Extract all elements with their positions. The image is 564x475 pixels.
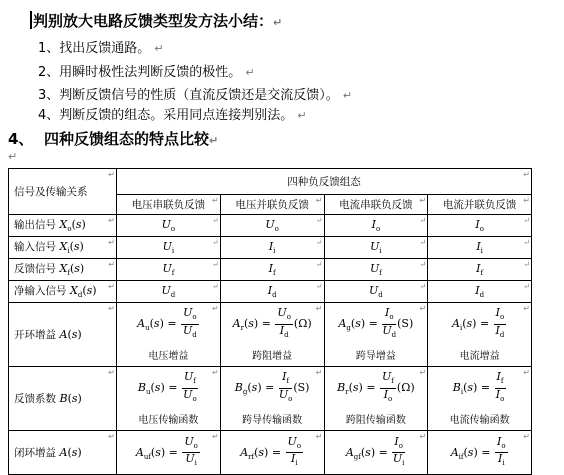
cell-mark: ↵	[523, 260, 530, 269]
symbol-subscript: i	[171, 247, 175, 256]
fraction-numerator	[494, 307, 507, 324]
fraction-numerator	[392, 436, 405, 453]
column-header: 电流串联负反馈 ↵	[324, 195, 428, 215]
row-label-subscript: i	[67, 247, 70, 256]
cell-mark: ↵	[212, 196, 219, 205]
cell-mark: ↵	[419, 238, 427, 247]
fraction	[392, 436, 405, 469]
symbol: $U_o$	[183, 387, 197, 403]
table-cell	[324, 237, 428, 259]
table-cell	[428, 259, 532, 281]
cell-mark: ↵	[212, 238, 219, 247]
cell-mark: ↵	[523, 196, 530, 205]
symbol: $U_o$	[278, 387, 293, 403]
row-label	[9, 237, 117, 259]
symbol-subscript: f	[391, 377, 394, 386]
symbol-subscript: i	[480, 247, 483, 256]
cell-mark: ↵	[108, 282, 115, 291]
fraction	[495, 371, 506, 404]
symbol-subscript: f	[500, 377, 504, 386]
symbol: $A_{gf}$	[345, 445, 361, 461]
row-label-text: 开环增益	[14, 329, 56, 341]
symbol-subscript: r	[345, 388, 349, 397]
cell-mark: ↵	[108, 260, 115, 269]
fraction-numerator	[279, 371, 293, 388]
fraction-numerator	[275, 307, 293, 324]
table-cell	[428, 237, 532, 259]
paragraph-mark: ↵	[154, 42, 164, 55]
fraction	[279, 371, 293, 404]
row-label-text: 反馈系数	[14, 393, 56, 405]
formula-unit: (Ω)	[396, 381, 415, 394]
symbol: $B_u$	[137, 381, 151, 397]
symbol: $I_o$	[383, 387, 393, 403]
symbol: $A_u$	[137, 317, 150, 333]
symbol-subscript: o	[192, 313, 197, 322]
table-cell	[428, 215, 532, 237]
summary-heading-text: 判别放大电路反馈类型发方法小结：	[33, 12, 274, 30]
formula-cell	[428, 367, 532, 431]
formula-box	[117, 307, 220, 340]
row-label-symbol: $X_f(s)$	[59, 262, 85, 278]
symbol-subscript: f	[286, 377, 290, 386]
row-label	[9, 303, 117, 367]
symbol-subscript: i	[460, 388, 464, 397]
symbol-subscript: uf	[143, 452, 151, 461]
symbol: $B_r$	[337, 381, 349, 397]
symbol: $I_f$	[268, 261, 276, 278]
formula-caption: 电流传输函数	[449, 414, 510, 426]
formula-caption: 跨阻传输函数	[345, 414, 406, 426]
column-header: 电压并联负反馈 ↵	[220, 195, 324, 215]
row-label-text: 输出信号	[14, 219, 56, 232]
symbol-subscript: f	[273, 269, 276, 278]
formula: $A_i(s)$ = $\frac{I_o}{I_d}$	[452, 306, 505, 339]
cell-mark: ↵	[419, 432, 427, 441]
symbol: $I_o$	[495, 306, 505, 322]
symbol: $I_i$	[290, 452, 298, 468]
fraction-denominator	[182, 389, 198, 405]
symbol-subscript: o	[192, 394, 197, 403]
symbol: $U_o$	[277, 306, 291, 322]
symbol-subscript: d	[479, 291, 485, 300]
symbol: $I_f$	[496, 370, 504, 386]
table-cell	[220, 259, 324, 281]
step-text: 2、用瞬时极性法判断反馈的极性。	[38, 65, 242, 80]
symbol: $U_d$	[382, 323, 397, 339]
formula: $A_{gf}(s)$ = $\frac{I_o}{U_i}$	[345, 434, 405, 468]
symbol-subscript: f	[480, 269, 484, 278]
formula-cell	[428, 303, 532, 367]
row-label-text: 反馈信号	[14, 263, 56, 276]
row-label	[9, 215, 117, 237]
symbol-subscript: u	[145, 324, 150, 333]
formula-box	[428, 436, 531, 469]
symbol: $U_o$	[265, 217, 279, 234]
formula-caption: 跨阻增益	[252, 350, 293, 362]
symbol: $U_d$	[161, 283, 176, 300]
symbol: $U_i$	[370, 239, 382, 256]
symbol-subscript: o	[501, 442, 506, 450]
cell-mark: ↵	[212, 304, 219, 313]
fraction	[182, 436, 200, 469]
formula-unit: (Ω)	[293, 317, 312, 330]
formula-unit: (S)	[293, 381, 310, 394]
symbol-subscript: d	[499, 330, 505, 339]
symbol-subscript: o	[193, 442, 198, 450]
symbol: $I_d$	[267, 283, 277, 300]
formula: $A_{uf}(s)$ = $\frac{U_o}{U_i}$	[135, 434, 198, 468]
symbol-subscript: i	[402, 459, 405, 468]
symbol: $A_{if}$	[450, 445, 464, 461]
step-item	[38, 61, 255, 80]
row-label-text: 输入信号	[14, 241, 56, 254]
row-label-symbol: B(s)	[59, 392, 82, 405]
formula-cell	[220, 303, 324, 367]
formula: $B_g(s)$ = $\frac{I_f}{U_o}$ (S)	[234, 370, 310, 403]
cell-mark: ↵	[108, 304, 115, 313]
symbol-subscript: i	[502, 459, 505, 468]
fraction-numerator	[286, 436, 304, 453]
symbol-subscript: o	[286, 313, 291, 322]
table-cell	[324, 259, 428, 281]
row-label-symbol: A(s)	[59, 446, 82, 459]
symbol: $I_d$	[279, 323, 289, 339]
symbol-subscript: o	[500, 394, 505, 403]
fraction-numerator	[495, 436, 508, 453]
symbol-subscript: o	[375, 225, 381, 234]
symbol-subscript: i	[273, 247, 276, 256]
step-item	[38, 84, 352, 103]
formula-box	[221, 436, 324, 469]
fraction-denominator	[392, 453, 405, 469]
symbol: $U_o$	[161, 217, 176, 234]
cell-mark: ↵	[212, 432, 219, 441]
cell-mark: ↵	[419, 282, 427, 291]
fraction-denominator	[495, 389, 506, 405]
symbol-subscript: d	[378, 291, 383, 300]
symbol: $U_f$	[382, 370, 394, 386]
paragraph-mark: ↵	[8, 150, 18, 163]
fraction	[380, 371, 396, 404]
symbol-subscript: u	[145, 388, 151, 397]
cell-mark: ↵	[419, 216, 427, 225]
row-label-symbol: $X_i(s)$	[59, 240, 84, 256]
formula-cell	[324, 431, 428, 475]
symbol: $U_f$	[369, 261, 382, 278]
symbol: $U_o$	[287, 434, 302, 450]
cell-mark: ↵	[315, 260, 323, 269]
symbol: $U_d$	[368, 283, 383, 300]
formula-box	[325, 371, 428, 404]
row-label-subscript: d	[77, 291, 83, 300]
table-cell	[428, 281, 532, 303]
cell-mark: ↵	[108, 216, 115, 225]
symbol-subscript: o	[288, 394, 293, 403]
symbol: $A_r$	[232, 317, 244, 333]
symbol: $I_i$	[268, 239, 276, 256]
paragraph-mark: ↵	[342, 89, 353, 102]
cell-mark: ↵	[419, 260, 427, 269]
cell-mark: ↵	[315, 238, 323, 247]
cell-mark: ↵	[212, 216, 219, 225]
symbol: $U_i$	[392, 452, 405, 468]
fraction-numerator	[182, 436, 200, 453]
paragraph-mark: ↵	[245, 66, 255, 79]
table-cell	[220, 281, 324, 303]
formula-box	[221, 371, 324, 404]
row-label-subscript: f	[67, 269, 70, 278]
cell-mark: ↵	[108, 368, 115, 377]
section-number: 4、	[8, 130, 34, 148]
column-header: 电流并联负反馈 ↵	[428, 195, 532, 215]
cell-mark: ↵	[108, 432, 115, 441]
fraction-denominator	[495, 453, 508, 469]
table-cell	[220, 215, 324, 237]
symbol-subscript: f	[171, 269, 175, 278]
formula-caption: 电压增益	[148, 350, 189, 362]
table-cell	[117, 215, 221, 237]
table-cell	[117, 237, 221, 259]
symbol: $U_i$	[162, 239, 175, 256]
cell-mark: ↵	[523, 368, 530, 377]
table-cell	[117, 281, 221, 303]
symbol-subscript: g	[242, 388, 248, 397]
symbol: $U_i$	[185, 452, 197, 468]
row-label	[9, 259, 117, 281]
row-label-subscript: o	[67, 225, 72, 234]
symbol-subscript: o	[296, 442, 302, 450]
row-label-text: 闭环增益	[14, 447, 56, 459]
cell-mark: ↵	[315, 216, 323, 225]
symbol: $I_o$	[371, 217, 381, 234]
step-item	[38, 104, 307, 123]
symbol-subscript: if	[458, 452, 464, 461]
cell-mark: ↵	[212, 282, 219, 291]
fraction-numerator	[382, 307, 396, 324]
fraction-denominator	[494, 325, 507, 341]
row-label	[9, 367, 117, 431]
symbol: $B_i$	[452, 381, 464, 397]
symbol: $I_i$	[497, 452, 505, 468]
symbol-subscript: f	[193, 377, 196, 386]
formula-cell	[324, 367, 428, 431]
row-label-symbol: $X_o(s)$	[59, 218, 86, 234]
table-cell	[324, 281, 428, 303]
step-text: 4、判断反馈的组态。采用同点连接判别法。	[38, 108, 294, 123]
symbol: $U_f$	[162, 261, 175, 278]
symbol: $A_g$	[338, 317, 351, 333]
step-item	[38, 37, 164, 56]
symbol-subscript: d	[170, 291, 176, 300]
formula-caption: 电流增益	[459, 350, 500, 362]
formula-box	[428, 307, 531, 340]
table-cell	[117, 259, 221, 281]
cell-mark: ↵	[523, 238, 530, 247]
symbol: $I_f$	[282, 370, 290, 386]
symbol-subscript: o	[479, 225, 484, 234]
symbol-subscript: d	[272, 291, 277, 300]
formula: $A_r(s)$ = $\frac{U_o}{I_d}$ (Ω)	[232, 306, 312, 339]
symbol-subscript: d	[391, 330, 397, 339]
formula-caption: 跨导增益	[355, 350, 396, 362]
symbol: $I_o$	[384, 306, 394, 322]
formula: $A_{if}(s)$ = $\frac{I_o}{I_i}$	[450, 434, 506, 468]
symbol: $I_i$	[476, 239, 483, 256]
row-label-symbol: A(s)	[59, 328, 82, 341]
step-text: 3、判断反馈信号的性质（直流反馈还是交流反馈）。	[38, 88, 339, 103]
symbol: $A_{uf}$	[135, 445, 151, 461]
fraction	[275, 307, 293, 340]
symbol-subscript: r	[240, 324, 244, 333]
formula-cell	[428, 431, 532, 475]
symbol-subscript: o	[388, 394, 393, 403]
row-label-text: 净输入信号	[14, 285, 67, 298]
formula-cell	[117, 303, 221, 367]
symbol: $I_o$	[495, 387, 505, 403]
formula-box	[325, 307, 428, 340]
formula-cell	[324, 303, 428, 367]
symbol: $I_d$	[495, 323, 505, 339]
symbol-subscript: i	[194, 459, 197, 468]
formula: $B_u(s)$ = $\frac{U_f}{U_o}$	[137, 370, 197, 403]
fraction-numerator	[380, 371, 396, 388]
symbol: $U_o$	[183, 306, 197, 322]
fraction	[181, 307, 199, 340]
cell-mark: ↵	[108, 170, 115, 179]
cell-mark: ↵	[523, 170, 530, 179]
fraction-numerator	[181, 307, 199, 324]
symbol-subscript: i	[295, 459, 298, 468]
formula-caption: 电压传输函数	[138, 414, 199, 426]
symbol: $U_f$	[183, 370, 196, 386]
cell-mark: ↵	[419, 196, 427, 205]
row-label-symbol: $X_d(s)$	[70, 284, 97, 300]
symbol-subscript: o	[398, 442, 403, 450]
corner-header: 信号及传输关系 ↵	[9, 169, 117, 215]
symbol: $I_o$	[394, 434, 403, 450]
formula-cell	[220, 367, 324, 431]
table-cell	[220, 237, 324, 259]
symbol: $I_o$	[496, 434, 506, 450]
symbol: $A_i$	[452, 317, 463, 333]
symbol-subscript: d	[192, 330, 197, 339]
symbol-subscript: gf	[353, 452, 361, 461]
paragraph-mark: ↵	[273, 16, 283, 29]
fraction	[495, 436, 508, 469]
formula-box	[221, 307, 324, 340]
formula-cell	[117, 367, 221, 431]
fraction-denominator	[380, 389, 396, 405]
symbol: $I_o$	[475, 217, 484, 234]
formula-box	[117, 371, 220, 404]
fraction-denominator	[182, 453, 200, 469]
cell-mark: ↵	[523, 432, 530, 441]
section-heading	[8, 128, 218, 149]
formula: $B_r(s)$ = $\frac{U_f}{I_o}$ (Ω)	[337, 370, 415, 403]
symbol-subscript: f	[379, 269, 382, 278]
symbol-subscript: o	[170, 225, 176, 234]
formula: $A_u(s)$ = $\frac{U_o}{U_d}$	[137, 306, 197, 339]
formula-cell	[117, 431, 221, 475]
formula-cell	[220, 431, 324, 475]
cell-mark: ↵	[315, 368, 323, 377]
fraction-denominator	[382, 325, 396, 341]
formula: $A_g(s)$ = $\frac{I_o}{U_d}$ (S)	[338, 306, 414, 339]
paragraph-mark: ↵	[209, 134, 219, 147]
fraction	[494, 307, 507, 340]
cell-mark: ↵	[315, 432, 323, 441]
fraction	[382, 307, 396, 340]
step-text: 1、找出反馈通路。	[38, 41, 151, 56]
fraction-numerator	[495, 371, 506, 388]
table-cell	[324, 215, 428, 237]
section-title: 四种反馈组态的特点比较	[44, 130, 210, 148]
fraction	[182, 371, 198, 404]
cell-mark: ↵	[419, 368, 427, 377]
symbol: $U_d$	[182, 323, 197, 339]
cell-mark: ↵	[315, 196, 323, 205]
symbol-subscript: o	[500, 313, 505, 322]
cell-mark: ↵	[523, 282, 530, 291]
fraction	[286, 436, 304, 469]
fraction-denominator	[181, 325, 199, 341]
feedback-comparison-table	[8, 168, 532, 475]
symbol: $B_g$	[234, 381, 248, 397]
symbol-subscript: i	[379, 247, 382, 256]
fraction-denominator	[286, 453, 304, 469]
summary-heading	[30, 10, 282, 31]
symbol: $I_d$	[475, 283, 485, 300]
symbol: $I_f$	[476, 261, 484, 278]
formula-unit: (S)	[397, 317, 414, 330]
symbol-subscript: d	[284, 330, 289, 339]
text-cursor	[30, 11, 32, 29]
symbol-subscript: g	[346, 324, 351, 333]
fraction-numerator	[182, 371, 198, 388]
cell-mark: ↵	[212, 260, 219, 269]
cell-mark: ↵	[523, 304, 530, 313]
group-header: 四种负反馈组态 ↵	[117, 169, 532, 195]
fraction-denominator	[279, 389, 293, 405]
formula: $A_{rf}(s)$ = $\frac{U_o}{I_i}$	[240, 434, 302, 468]
symbol: $U_o$	[184, 434, 198, 450]
symbol-subscript: o	[274, 225, 279, 234]
cell-mark: ↵	[212, 368, 219, 377]
formula-box	[428, 371, 531, 404]
symbol: $A_{rf}$	[240, 445, 255, 461]
symbol-subscript: i	[459, 324, 463, 333]
cell-mark: ↵	[419, 304, 427, 313]
fraction-denominator	[275, 325, 293, 341]
formula: $B_i(s)$ = $\frac{I_f}{I_o}$	[452, 370, 505, 403]
cell-mark: ↵	[315, 282, 323, 291]
cell-mark: ↵	[108, 238, 115, 247]
formula-box	[325, 436, 428, 469]
cell-mark: ↵	[523, 216, 530, 225]
formula-caption: 跨导传输函数	[242, 414, 303, 426]
column-header: 电压串联负反馈 ↵	[117, 195, 221, 215]
symbol-subscript: o	[389, 313, 394, 322]
formula-box	[117, 436, 220, 469]
paragraph-mark: ↵	[297, 109, 307, 122]
symbol-subscript: rf	[248, 452, 255, 461]
row-label	[9, 281, 117, 303]
row-label	[9, 431, 117, 475]
cell-mark: ↵	[315, 304, 323, 313]
